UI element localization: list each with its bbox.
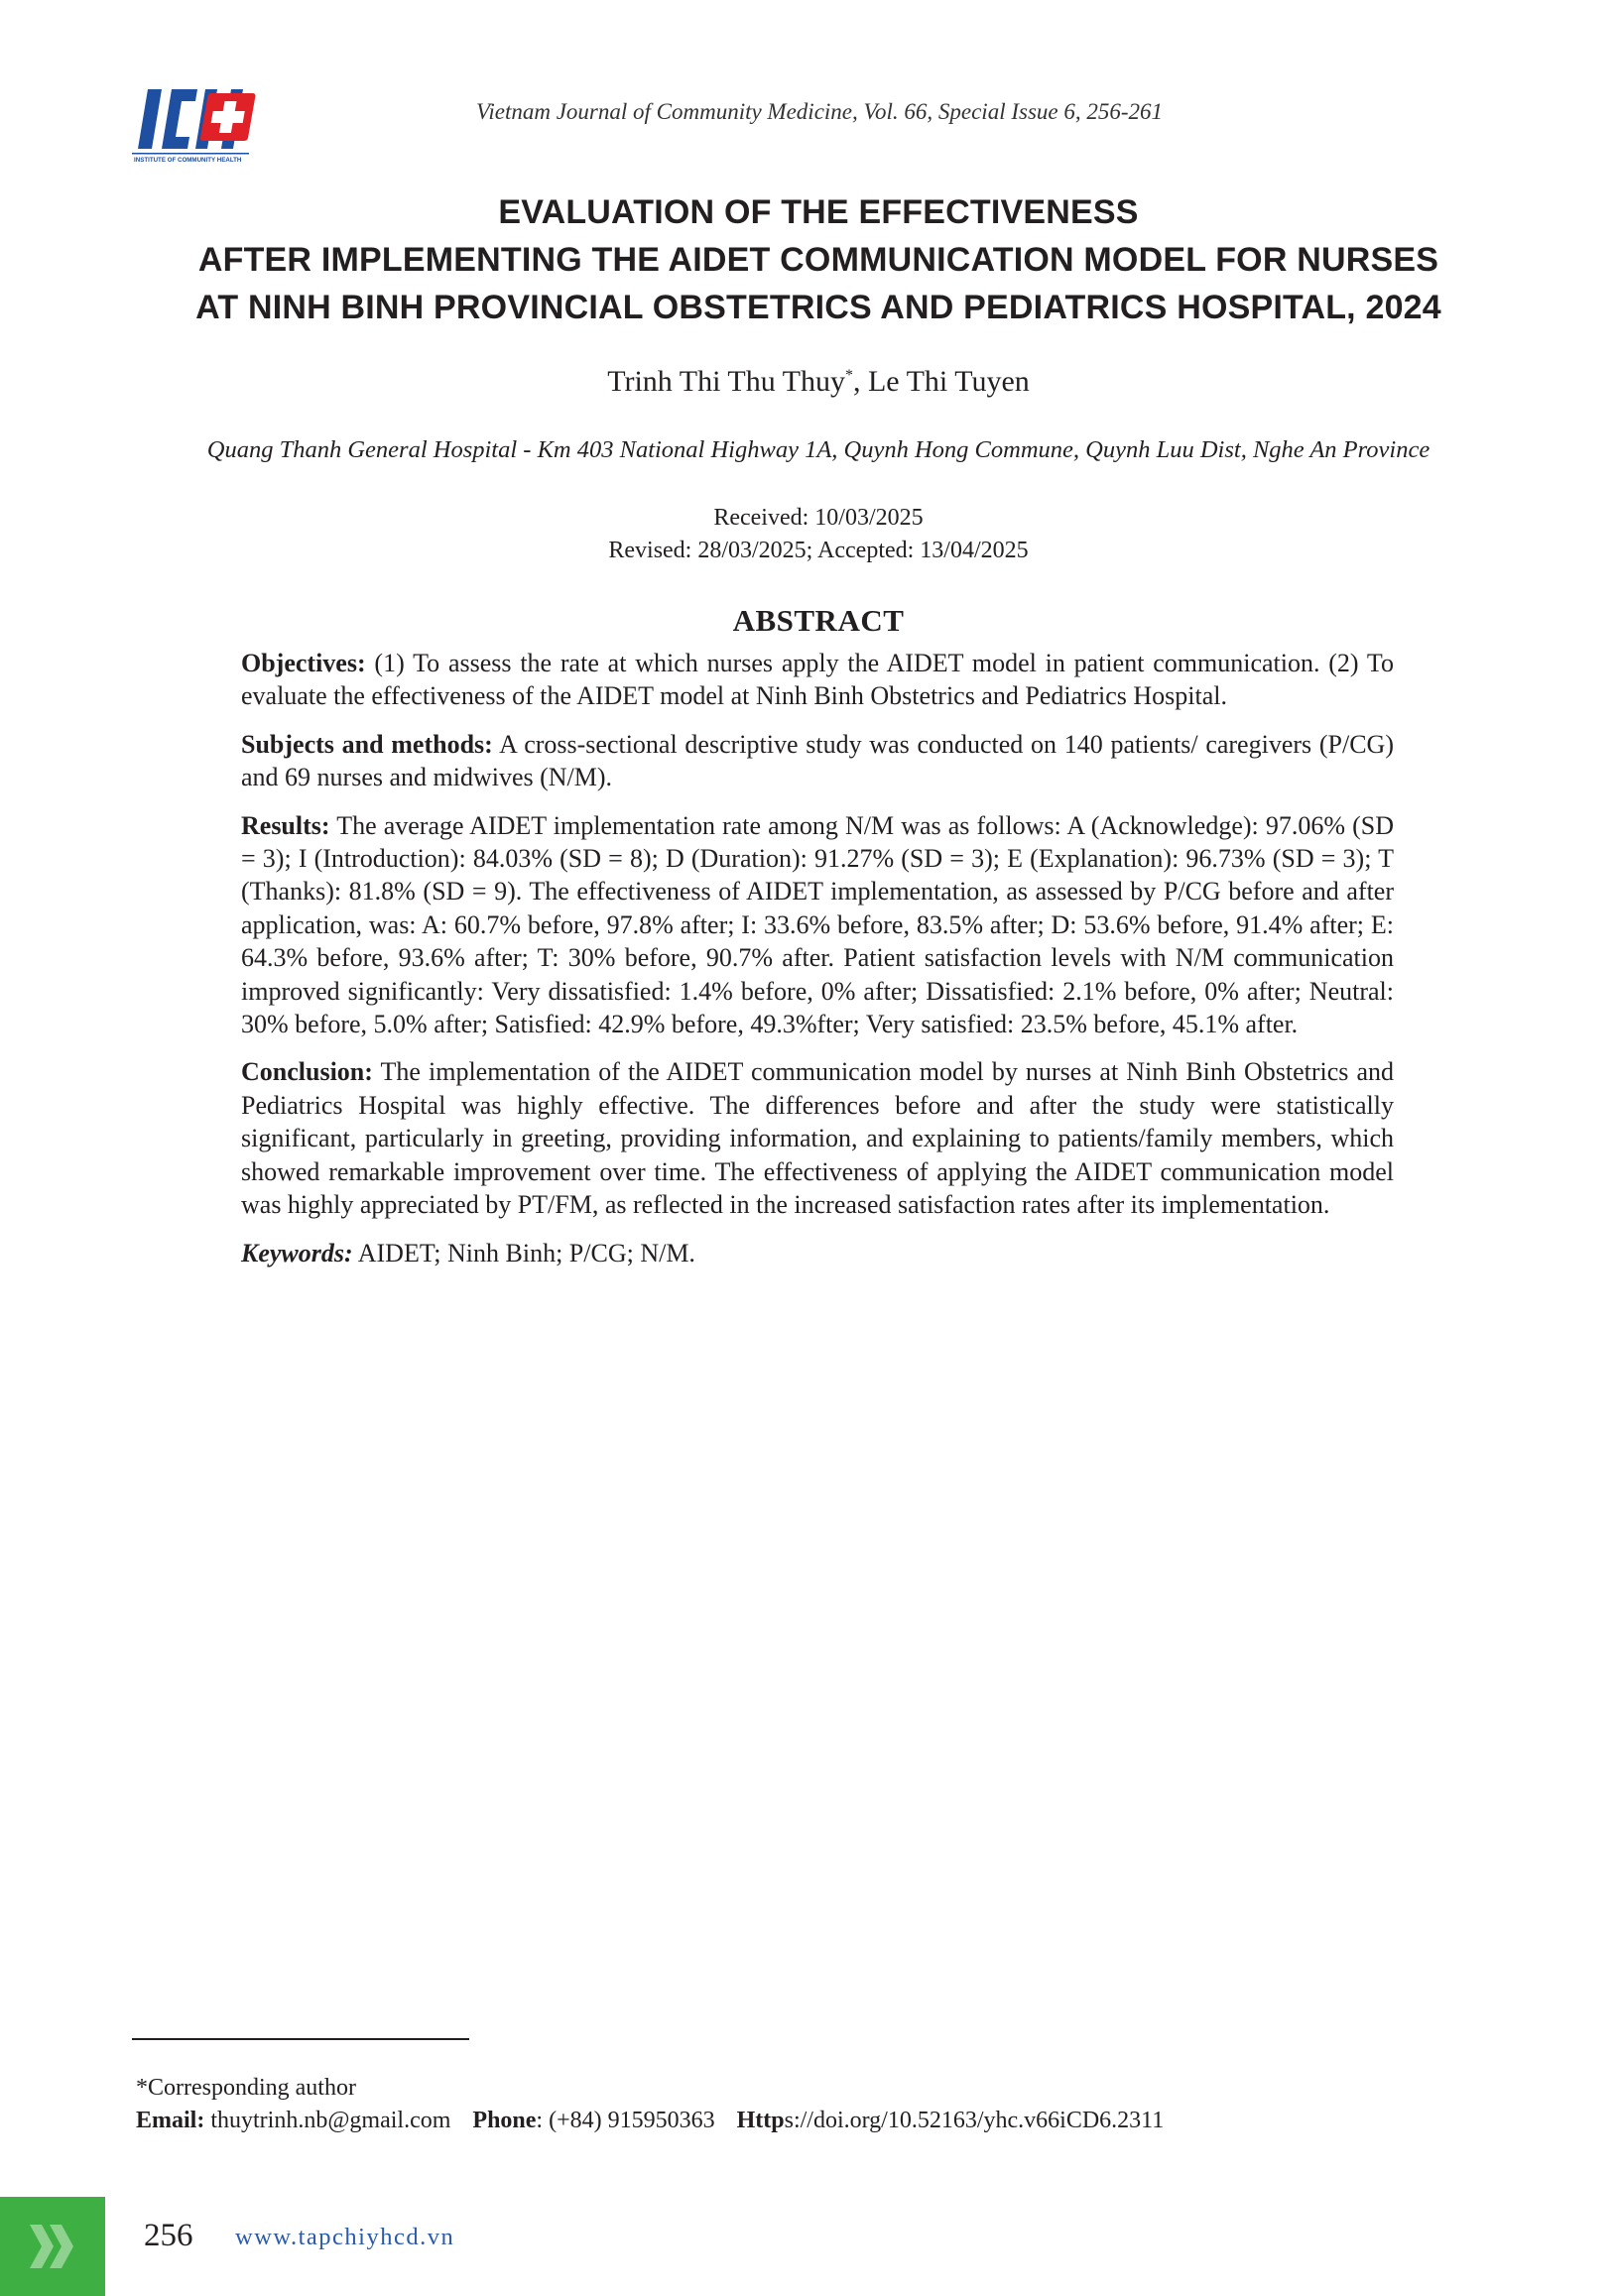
keywords-label: Keywords: <box>241 1238 353 1268</box>
title-line: AFTER IMPLEMENTING THE AIDET COMMUNICATION MODEL FOR NURSES <box>197 241 1439 279</box>
abstract-heading: ABSTRACT <box>732 603 905 638</box>
keywords-text: AIDET; Ninh Binh; P/CG; N/M. <box>352 1238 695 1268</box>
article-title <box>119 188 1518 331</box>
logo-caption: INSTITUTE OF COMMUNITY HEALTH <box>134 157 242 164</box>
author-name: , Le Thi Tuyen <box>852 365 1030 398</box>
section-text: The implementation of the AIDET communication model by nurses at Ninh Binh Obstetrics and Pediatrics Hospital was highly effective. The differences before and after the study were statistically significant, particularly in greeting, providing information, and explaining to patients/family members, which showed remarkable improvement over time. The effectiveness of applying the AIDET communication model was highly appreciated by PT/FM, as reflected in the increased satisfaction rates after its implementation. <box>241 1057 1394 1220</box>
section-text: The average AIDET implementation rate among N/M was as follows: A (Acknowledge): 97.06% (SD = 3); I (Introduction): 84.03% (SD = 8); D (Duration): 91.27% (SD = 3); E (Explanation): 96.73% (SD = 3); T (Thanks): 81.8% (SD = 9). The effectiveness of AIDET implementation, as assessed by P/CG before and after application, was: A: 60.7% before, 97.8% after; I: 33.6% before, 83.5% after; D: 53.6% before, 91.4% after; E: 64.3% before, 93.6% after; T: 30% before, 90.7% after. Patient satisfaction levels with N/M communication improved significantly: Very dissatisfied: 1.4% before, 0% after; Dissatisfied: 2.1% before, 0% after; Neutral: 30% before, 5.0% after; Satisfied: 42.9% before, 49.3%fter; Very satisfied: 23.5% before, 45.1% after. <box>241 810 1394 1039</box>
abstract-objectives <box>241 647 1394 713</box>
ich-logo-icon <box>132 87 261 165</box>
phone-number: : (+84) 915950363 <box>536 2108 715 2133</box>
author-affiliation: Quang Thanh General Hospital - Km 403 National Highway 1A, Quynh Hong Commune, Quynh Luu Dist, Nghe An Province <box>206 436 1430 463</box>
footnote <box>136 2072 1426 2137</box>
section-label: Subjects and methods: <box>241 729 493 759</box>
email-label: Email: <box>136 2108 205 2133</box>
abstract-results <box>241 809 1394 1041</box>
corresponding-mark: * <box>844 367 853 384</box>
section-label: Objectives: <box>241 649 366 677</box>
title-line: EVALUATION OF THE EFFECTIVENESS <box>498 193 1139 231</box>
abstract-keywords <box>241 1237 1394 1269</box>
email-address[interactable]: thuytrinh.nb@gmail.com <box>204 2108 451 2133</box>
author-name: Trinh Thi Thu Thuy <box>607 365 845 398</box>
phone-label: Phone <box>472 2108 537 2133</box>
footer-green-tab <box>0 2197 105 2296</box>
title-line: AT NINH BINH PROVINCIAL OBSTETRICS AND PEDIATRICS HOSPITAL, 2024 <box>195 289 1441 326</box>
section-label: Conclusion: <box>241 1057 373 1087</box>
journal-citation: Vietnam Journal of Community Medicine, Vol. 66, Special Issue 6, 256-261 <box>476 99 1164 124</box>
received-date: Received: 10/03/2025 <box>713 505 924 531</box>
author-list <box>119 365 1518 399</box>
journal-website-link[interactable]: www.tapchiyhcd.vn <box>235 2224 455 2250</box>
doi-link[interactable]: s://doi.org/10.52163/yhc.v66iCD6.2311 <box>784 2108 1165 2133</box>
footnote-divider <box>132 2038 469 2040</box>
page-number: 256 <box>144 2218 193 2253</box>
section-label: Results: <box>241 810 330 840</box>
contact-line <box>136 2105 1426 2137</box>
section-text: (1) To assess the rate at which nurses apply the AIDET model in patient communication. (2) To evaluate the effectiveness of the AIDET model at Ninh Binh Obstetrics and Pediatrics Hospital. <box>241 649 1394 711</box>
article-dates <box>119 502 1518 567</box>
abstract-methods <box>241 728 1394 794</box>
corresponding-author-note: *Corresponding author <box>136 2075 356 2101</box>
abstract-body <box>241 647 1394 1284</box>
https-label: Http <box>736 2108 785 2133</box>
abstract-conclusion <box>241 1055 1394 1221</box>
double-chevron-icon <box>30 2225 75 2268</box>
revised-accepted-date: Revised: 28/03/2025; Accepted: 13/04/2025 <box>608 538 1029 563</box>
journal-logo <box>132 87 261 165</box>
section-text: A cross-sectional descriptive study was conducted on 140 patients/ caregivers (P/CG) and 69 nurses and midwives (N/M). <box>241 729 1394 792</box>
